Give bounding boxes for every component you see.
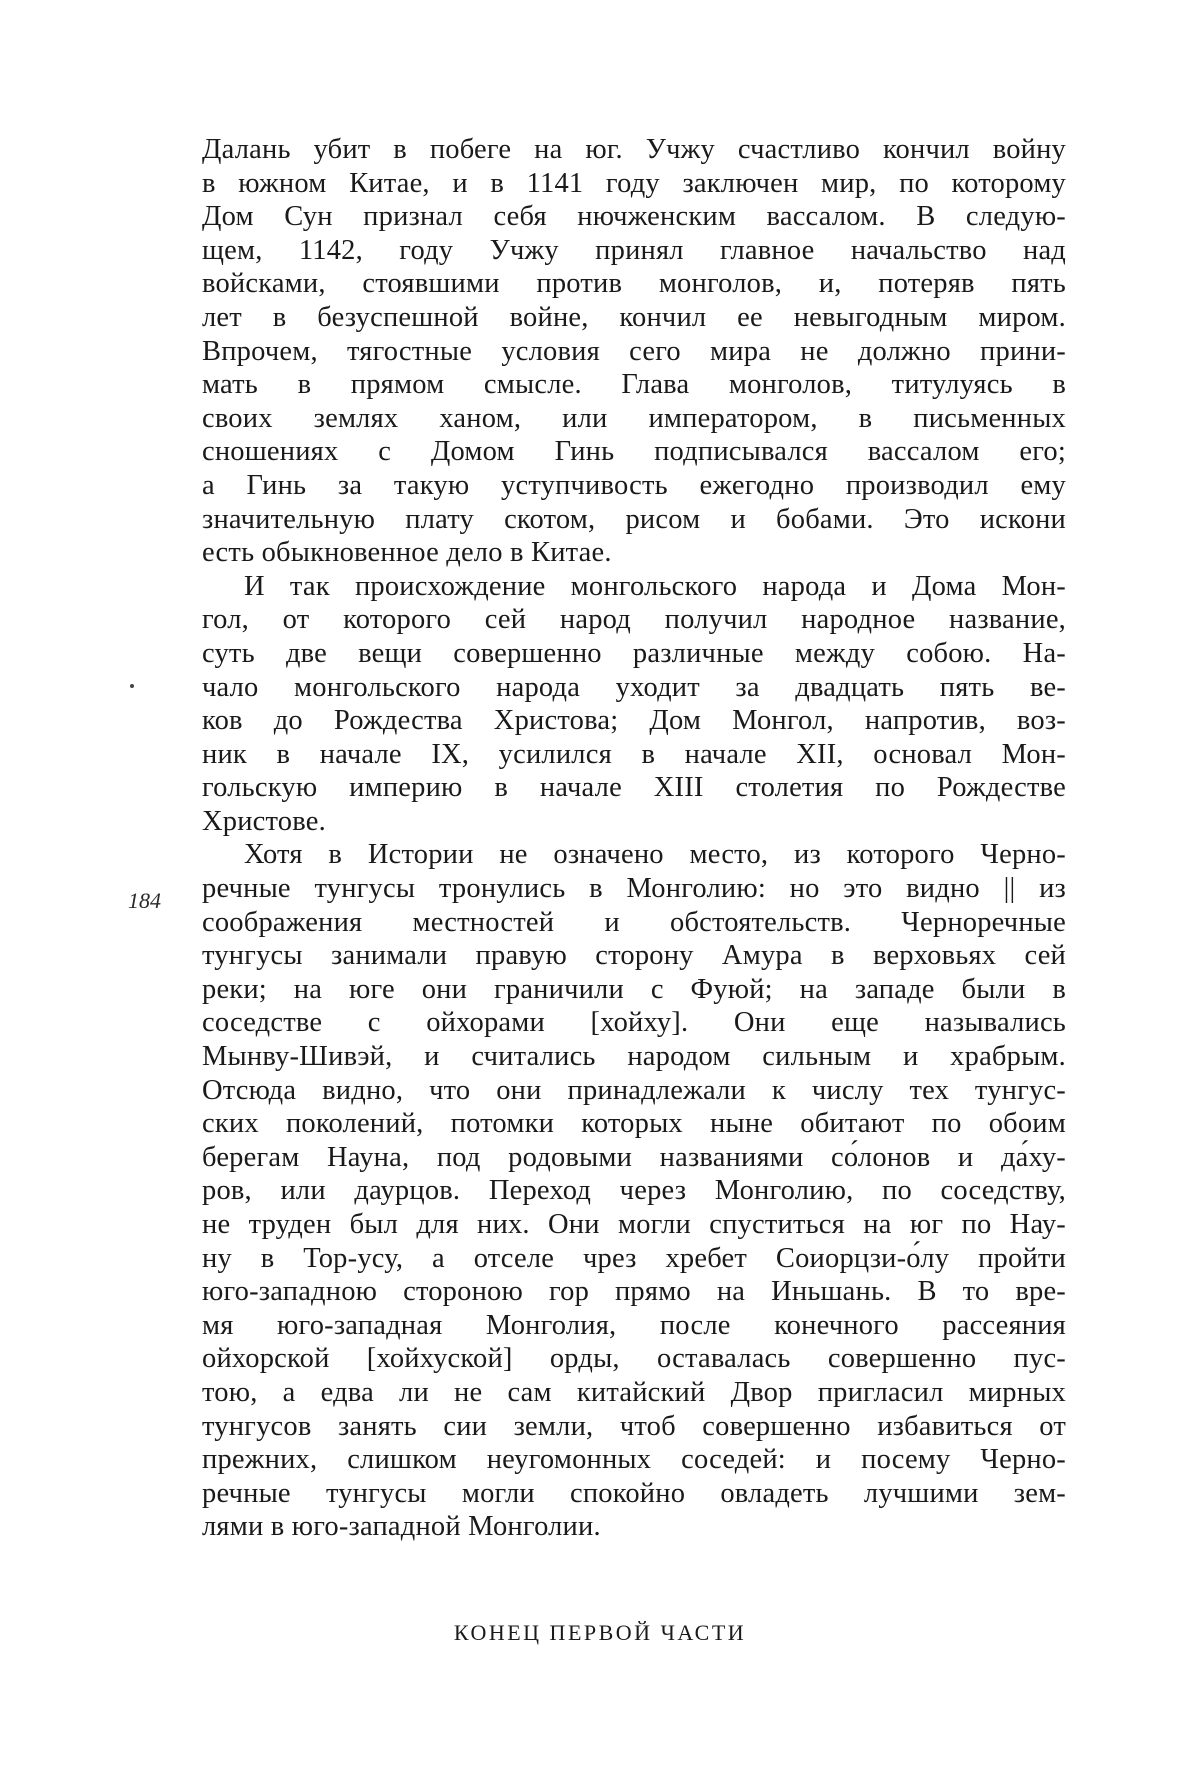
text-line: ров, или даурцов. Переход через Монголию, по соседству, — [202, 1175, 1066, 1207]
text-line: соседстве с ойхорами [хойху]. Они еще назывались — [202, 1007, 1066, 1039]
text-line: Дом Сун признал себя нючженским вассалом. В следую- — [202, 201, 1066, 233]
text-line: тунгусы занимали правую сторону Амура в верховьях сей — [202, 940, 1066, 972]
text-line: лет в безуспешной войне, кончил ее невыгодным миром. — [202, 301, 1066, 333]
text-line: Отсюда видно, что они принадлежали к числу тех тунгус- — [202, 1074, 1066, 1106]
part-end-title: КОНЕЦ ПЕРВОЙ ЧАСТИ — [453, 1620, 747, 1645]
text-line: соображения местностей и обстоятельств. Черноречные — [202, 906, 1066, 938]
text-line: речные тунгусы могли спокойно овладеть лучшими зем- — [202, 1477, 1066, 1509]
text-line: щем, 1142, году Учжу принял главное начальство над — [202, 234, 1066, 266]
text-line: Далань убит в побеге на юг. Учжу счастливо кончил войну — [202, 134, 1066, 165]
text-line: ойхорской [хойхуской] орды, оставалась совершенно пус- — [202, 1343, 1066, 1375]
text-line: ну в Тор-усу, а отселе чрез хребет Соиорцзи-о́лу пройти — [202, 1242, 1066, 1274]
text-line: ник в начале IX, усилился в начале XII, основал Мон- — [202, 738, 1066, 770]
text-line: в южном Китае, и в 1141 году заключен мир, по которому — [202, 167, 1066, 199]
text-line: своих землях ханом, или императором, в письменных — [202, 402, 1066, 434]
text-line: прежних, слишком неугомонных соседей: и посему Черно- — [202, 1444, 1066, 1476]
text-line: ских поколений, потомки которых ныне обитают по обоим — [202, 1108, 1066, 1140]
text-line: есть обыкновенное дело в Китае. — [202, 537, 612, 569]
text-line: а Гинь за такую уступчивость ежегодно производил ему — [202, 469, 1066, 501]
text-line: речные тунгусы тронулись в Монголию: но это видно || из — [202, 873, 1066, 905]
margin-page-number: 184 — [128, 888, 161, 913]
text-line: гольскую империю в начале XIII столетия по Рождестве — [202, 772, 1066, 804]
paragraph-start-line: Хотя в Истории не означено место, из которого Черно- — [244, 839, 1066, 871]
body-text — [202, 133, 1066, 1544]
text-line: Мынву-Шивэй, и считались народом сильным и храбрым. — [202, 1041, 1066, 1073]
text-line: юго-западною стороною гор прямо на Иньшань. В то вре- — [202, 1276, 1066, 1308]
text-line: не труден был для них. Они могли спуститься на юг по Нау- — [202, 1209, 1066, 1240]
text-line: тунгусов занять сии земли, чтоб совершенно избавиться от — [202, 1410, 1066, 1442]
text-line: мя юго-западная Монголия, после конечного рассеяния — [202, 1309, 1066, 1341]
text-line: Христове. — [202, 805, 326, 837]
text-line: гол, от которого сей народ получил народное название, — [202, 604, 1066, 636]
text-line: тою, а едва ли не сам китайский Двор пригласил мирных — [202, 1376, 1066, 1408]
text-line: суть две вещи совершенно различные между собою. На- — [202, 637, 1066, 669]
text-line: мать в прямом смысле. Глава монголов, титулуясь в — [202, 369, 1066, 401]
text-line: значительную плату скотом, рисом и бобами. Это искони — [202, 503, 1066, 535]
text-line: реки; на юге они граничили с Фуюй; на западе были в — [202, 973, 1066, 1005]
text-line: войсками, стоявшими против монголов, и, потеряв пять — [202, 268, 1066, 300]
margin-mark — [130, 684, 134, 688]
text-line: ков до Рождества Христова; Дом Монгол, напротив, воз- — [202, 705, 1066, 737]
text-line: сношениях с Домом Гинь подписывался вассалом его; — [202, 436, 1066, 468]
text-line: Впрочем, тягостные условия сего мира не должно прини- — [202, 335, 1066, 367]
paragraph-start-line: И так происхождение монгольского народа и Дома Мон- — [244, 570, 1066, 602]
text-line: чало монгольского народа уходит за двадцать пять ве- — [202, 671, 1066, 703]
text-line: берегам Науна, под родовыми названиями со́лонов и да́ху- — [202, 1141, 1066, 1173]
text-line: лями в юго-западной Монголии. — [202, 1511, 601, 1543]
